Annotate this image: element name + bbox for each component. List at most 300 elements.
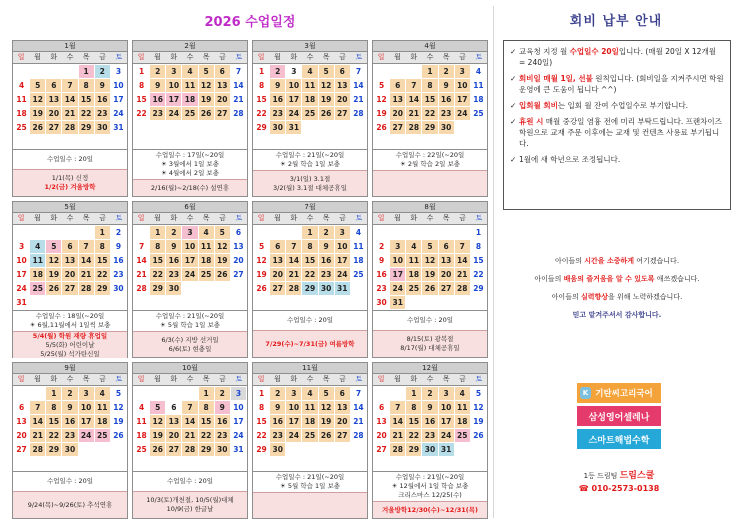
check-icon: ✓ [510,101,517,110]
month-info [13,149,127,169]
day-cell: 3 [335,226,350,239]
empty-cell [390,65,405,78]
footer [503,470,735,496]
day-cell: 11 [199,240,214,253]
day-cell: 16 [62,415,77,428]
empty-cell [351,457,366,470]
day-cell: 9 [270,401,285,414]
day-cell: 6 [171,403,177,412]
month-holidays [133,331,247,357]
weekday-label: 일 [257,53,265,61]
month-holidays [253,330,367,357]
day-cell: 23 [166,268,181,281]
weekday-header [13,374,127,386]
day-cell: 4 [18,81,25,90]
weekday-header [133,374,247,386]
day-cell: 6 [215,65,230,78]
day-cell: 7 [30,401,45,414]
weekday-header [133,213,247,225]
day-cell: 12 [30,93,45,106]
empty-cell [199,296,214,309]
holiday-line: 9/24(목)~9/26(토) 추석연휴 [27,500,113,509]
day-cell: 10 [439,401,454,414]
day-cell: 1 [46,387,61,400]
day-cell: 12 [319,79,334,92]
info-line: 수업일수 : 21일(~20일 [275,473,345,481]
day-cell: 16 [439,93,454,106]
empty-cell [286,226,301,239]
weekday-label: 수 [306,214,314,222]
day-cell: 2 [378,242,385,251]
empty-cell [46,296,61,309]
day-cell: 14 [62,93,77,106]
empty-cell [134,296,149,309]
empty-cell [182,135,197,148]
empty-cell [134,387,149,400]
notice-item [510,100,724,111]
day-cell: 30 [62,443,77,456]
day-cell: 31 [335,282,350,295]
day-cell: 10 [79,401,94,414]
empty-cell [231,135,246,148]
weekday-label: 수 [306,53,314,61]
month-info [133,310,247,331]
empty-cell [319,135,334,148]
empty-cell [62,226,77,239]
weekday-header [253,213,367,225]
empty-cell [111,296,126,309]
day-cell: 12 [422,254,437,267]
day-cell: 24 [286,107,301,120]
day-cell: 12 [376,95,387,104]
holiday-line: 3/2(월) 3.1절 대체공휴일 [273,183,347,192]
day-cell: 18 [473,95,484,104]
day-cell: 29 [422,121,437,134]
empty-cell [215,135,230,148]
day-cell: 25 [353,270,364,279]
day-cell: 24 [390,282,405,295]
day-cell: 23 [422,429,437,442]
day-cell: 16 [166,254,181,267]
month-info [373,471,487,501]
empty-cell [199,121,214,134]
day-cell: 11 [455,401,470,414]
day-cell: 25 [30,282,45,295]
empty-cell [30,296,45,309]
day-cell: 26 [473,431,484,440]
day-cell: 7 [390,401,405,414]
month-label: 2월 [133,41,247,52]
empty-cell [95,443,110,456]
month-3 [252,40,368,197]
empty-cell [455,121,470,134]
day-cell: 30 [319,282,334,295]
empty-cell [439,135,454,148]
empty-cell [46,65,61,78]
day-cell: 21 [353,95,364,104]
day-cell: 18 [199,254,214,267]
weekday-label: 목 [442,53,450,61]
day-cell: 21 [62,107,77,120]
holiday-line: 겨울방학12/30(수)~12/31(목) [382,505,478,514]
empty-cell [335,121,350,134]
holiday-line: 5/5(화) 어린이날 [45,340,95,349]
notice-item [510,46,724,68]
weekday-label: 토 [355,375,363,383]
holiday-line: 2/16(월)~2/18(수) 설연휴 [150,183,230,192]
day-cell: 7 [79,240,94,253]
empty-cell [215,457,230,470]
day-cell: 5 [319,387,334,400]
info-line: 수업일수 : 20일 [407,316,453,324]
day-cell: 26 [376,123,387,132]
day-cell: 11 [136,417,147,426]
day-cell: 18 [302,415,317,428]
info-line: ☀ 6월,11월에서 1일씩 보충 [29,321,111,329]
day-cell: 13 [166,415,181,428]
weekday-label: 일 [377,53,385,61]
empty-cell [46,135,61,148]
day-cell: 13 [62,254,77,267]
day-cell: 8 [302,240,317,253]
weekday-label: 토 [115,53,123,61]
day-cell: 2 [319,226,334,239]
empty-cell [111,457,126,470]
month-label: 1월 [13,41,127,52]
empty-cell [79,457,94,470]
empty-cell [286,443,301,456]
day-cell: 20 [439,268,454,281]
day-cell: 28 [286,282,301,295]
day-cell: 28 [182,443,197,456]
empty-cell [182,296,197,309]
day-cell: 17 [286,415,301,428]
month-info [253,471,367,492]
month-info [253,149,367,170]
info-line: 수업일수 : 21일(~20일 [395,473,465,481]
day-cell: 14 [455,254,470,267]
weekday-label: 목 [82,53,90,61]
empty-cell [182,282,197,295]
day-cell: 5 [215,226,230,239]
empty-cell [390,226,405,239]
day-cell: 12 [256,256,267,265]
notice-text-part: 1월에 새 학년으로 조정됩니다. [519,155,621,164]
empty-cell [374,226,389,239]
day-cell: 9 [270,79,285,92]
day-cell: 21 [136,270,147,279]
empty-cell [254,457,269,470]
day-cell: 2 [62,387,77,400]
empty-cell [406,135,421,148]
empty-cell [406,226,421,239]
day-cell: 14 [406,93,421,106]
day-cell: 15 [95,254,110,267]
day-cell: 15 [473,256,484,265]
weekday-label: 화 [50,53,58,61]
day-cell: 3 [79,387,94,400]
day-cell: 26 [150,443,165,456]
weekday-label: 일 [377,375,385,383]
empty-cell [406,65,421,78]
day-cell: 31 [233,445,244,454]
day-cell: 20 [215,93,230,106]
empty-cell [270,457,285,470]
day-cell: 27 [390,121,405,134]
empty-cell [14,387,29,400]
weekday-label: 금 [339,214,346,222]
empty-cell [182,387,197,400]
info-line: ☀ 5월 학습 1일 보충 [279,482,341,490]
message-part: 을 위해 노력하겠습니다. [608,293,683,301]
empty-cell [30,226,45,239]
month-info [133,471,247,491]
day-cell: 28 [353,109,364,118]
day-cell: 20 [16,431,27,440]
message-part: 아이들의 [554,257,585,265]
empty-cell [302,443,317,456]
day-cell: 13 [335,79,350,92]
month-holidays [253,492,367,518]
day-cell: 18 [302,93,317,106]
day-cell: 24 [286,429,301,442]
day-cell: 1 [406,387,421,400]
holiday-line: 8/17(월) 대체공휴일 [400,344,460,352]
weekday-label: 월 [274,53,281,61]
day-cell: 16 [150,93,165,106]
notice-text-part: 수업일수 20일 [569,47,619,56]
empty-cell [406,296,421,309]
info-line: 수업일수 : 20일 [47,155,93,163]
divider [493,6,494,518]
empty-cell [182,121,197,134]
day-cell: 26 [256,284,267,293]
day-cell: 26 [319,107,334,120]
message-part: 배움의 즐거움을 알 수 있도록 [563,275,655,283]
day-cell: 28 [30,443,45,456]
empty-cell [471,457,486,470]
day-cell: 16 [113,256,124,265]
month-holidays [253,170,367,196]
day-cell: 23 [270,429,285,442]
day-cell: 30 [270,121,285,134]
day-cell: 5 [115,389,122,398]
day-cell: 25 [455,429,470,442]
notice-text [519,100,688,111]
weekday-label: 화 [50,375,58,383]
day-cell: 10 [16,256,27,265]
check-icon: ✓ [510,155,517,164]
empty-cell [439,296,454,309]
day-cell: 26 [215,268,230,281]
notice-text-part: 원칙입니다. (회비일을 지켜주시면 학원운영에 큰 도움이 됩니다 ^^) [519,74,724,94]
day-cell: 27 [233,270,244,279]
day-cell: 25 [302,429,317,442]
day-cell: 19 [319,93,334,106]
day-cell: 30 [113,284,124,293]
empty-cell [150,121,165,134]
day-cell: 24 [439,429,454,442]
message-part: 실력향상 [580,293,609,301]
empty-cell [79,443,94,456]
weekday-label: 월 [34,375,41,383]
message-part: 믿고 맡겨주셔서 감사합니다. [572,311,662,319]
weekday-label: 월 [394,214,401,222]
weekday-label: 일 [137,214,145,222]
day-cell: 29 [199,443,214,456]
empty-cell [150,296,165,309]
month-label: 6월 [133,202,247,213]
day-cell: 10 [113,81,124,90]
notice-text-part: 교육청 지정 월 [519,47,570,56]
empty-cell [455,457,470,470]
empty-cell [455,443,470,456]
empty-cell [231,296,246,309]
day-cell: 17 [79,415,94,428]
day-cell: 27 [215,107,230,120]
day-cell: 17 [113,95,124,104]
day-cell: 3 [166,65,181,78]
holiday-line: 10/3(토)개천절, 10/5(월)대체 [146,496,234,504]
day-cell: 7 [138,242,145,251]
fee-notice-title: 회비 납부 안내 [569,14,663,29]
empty-cell [111,135,126,148]
day-cell: 22 [422,107,437,120]
day-cell: 19 [422,268,437,281]
empty-cell [422,296,437,309]
day-cell: 15 [256,95,267,104]
weekday-label: 일 [257,214,265,222]
weekday-label: 수 [306,375,314,383]
day-cell: 19 [319,415,334,428]
info-line: 수업일수 : 22일(~20일 [395,151,465,159]
day-cell: 21 [406,107,421,120]
day-cell: 1 [138,67,145,76]
day-cell: 2 [270,387,285,400]
day-cell: 25 [136,445,147,454]
empty-cell [286,135,301,148]
holiday-line: 3/1(일) 3.1절 [289,174,331,183]
info-line: 크리스마스 12/25(수) [398,491,462,499]
footer-phone: ☎ 010-2573-0138 [578,484,660,493]
day-cell: 5 [150,401,165,414]
day-cell: 24 [455,107,470,120]
empty-cell [134,121,149,134]
day-cell: 31 [286,121,301,134]
empty-cell [319,296,334,309]
day-cell: 9 [62,401,77,414]
day-cell: 2 [439,65,454,78]
notice-item [510,116,724,149]
day-cell: 31 [16,298,27,307]
day-cell: 31 [390,296,405,309]
month-8 [372,201,488,358]
day-cell: 21 [286,268,301,281]
day-cell: 23 [113,270,124,279]
day-cell: 28 [353,431,364,440]
day-cell: 15 [406,415,421,428]
day-cell: 8 [95,240,110,253]
day-cell: 18 [406,268,421,281]
day-cell: 17 [455,93,470,106]
weekday-label: 월 [154,214,161,222]
day-cell: 8 [150,240,165,253]
month-label: 11월 [253,363,367,374]
day-cell: 20 [376,431,387,440]
day-cell: 14 [286,254,301,267]
weekday-label: 토 [235,375,243,383]
day-cell: 12 [473,403,484,412]
notice-text [519,116,724,149]
day-cell: 5 [378,81,385,90]
weekday-label: 화 [410,53,418,61]
message-part: 아이들의 [551,293,581,301]
day-cell: 11 [406,254,421,267]
empty-cell [471,443,486,456]
day-cell: 1 [79,65,94,78]
day-cell: 2 [270,65,285,78]
day-cell: 23 [376,284,387,293]
day-cell: 19 [46,268,61,281]
holiday-line: 5/4(월) 학원 재량 휴업일 [32,331,108,340]
day-cell: 18 [353,256,364,265]
empty-cell [390,457,405,470]
info-line: ☀ 5월 학습 1일 보충 [159,321,221,329]
day-grid [253,64,367,149]
day-cell: 10 [455,79,470,92]
day-cell: 17 [182,254,197,267]
holiday-line: 10/9(금) 한글날 [166,505,214,513]
weekday-label: 일 [137,53,145,61]
day-cell: 29 [406,443,421,456]
day-cell: 16 [270,415,285,428]
month-info [373,310,487,330]
empty-cell [62,65,77,78]
weekday-label: 월 [34,53,41,61]
day-cell: 18 [30,268,45,281]
brand-kitan: K 기탄씨고리국어 [577,383,661,403]
month-info [133,149,247,179]
notice-item [510,154,724,165]
notice-text-part: 매월 중강일 염흉 전에 미리 부탁드립니다. 프랜차이즈 학원으로 교재 주문 이후에는 교재 및 컨텐츠 사용료 부기됩니다. [519,117,722,148]
day-cell: 6 [335,387,350,400]
day-cell: 19 [150,429,165,442]
day-cell: 20 [270,268,285,281]
day-cell: 20 [166,429,181,442]
month-9 [12,362,128,519]
day-cell: 11 [473,81,484,90]
holiday-line: 6/3(수) 지방 선거일 [161,335,219,344]
empty-cell [471,121,486,134]
day-cell: 16 [376,270,387,279]
day-cell: 10 [390,254,405,267]
empty-cell [134,226,149,239]
day-cell: 22 [150,268,165,281]
day-cell: 6 [378,403,385,412]
month-label: 7월 [253,202,367,213]
day-cell: 11 [302,401,317,414]
day-grid [253,386,367,471]
day-cell: 21 [182,429,197,442]
empty-cell [351,443,366,456]
empty-cell [302,457,317,470]
day-cell: 6 [390,79,405,92]
day-cell: 30 [376,298,387,307]
day-cell: 31 [439,443,454,456]
day-cell: 22 [302,268,317,281]
day-cell: 8 [258,403,265,412]
day-cell: 15 [302,254,317,267]
